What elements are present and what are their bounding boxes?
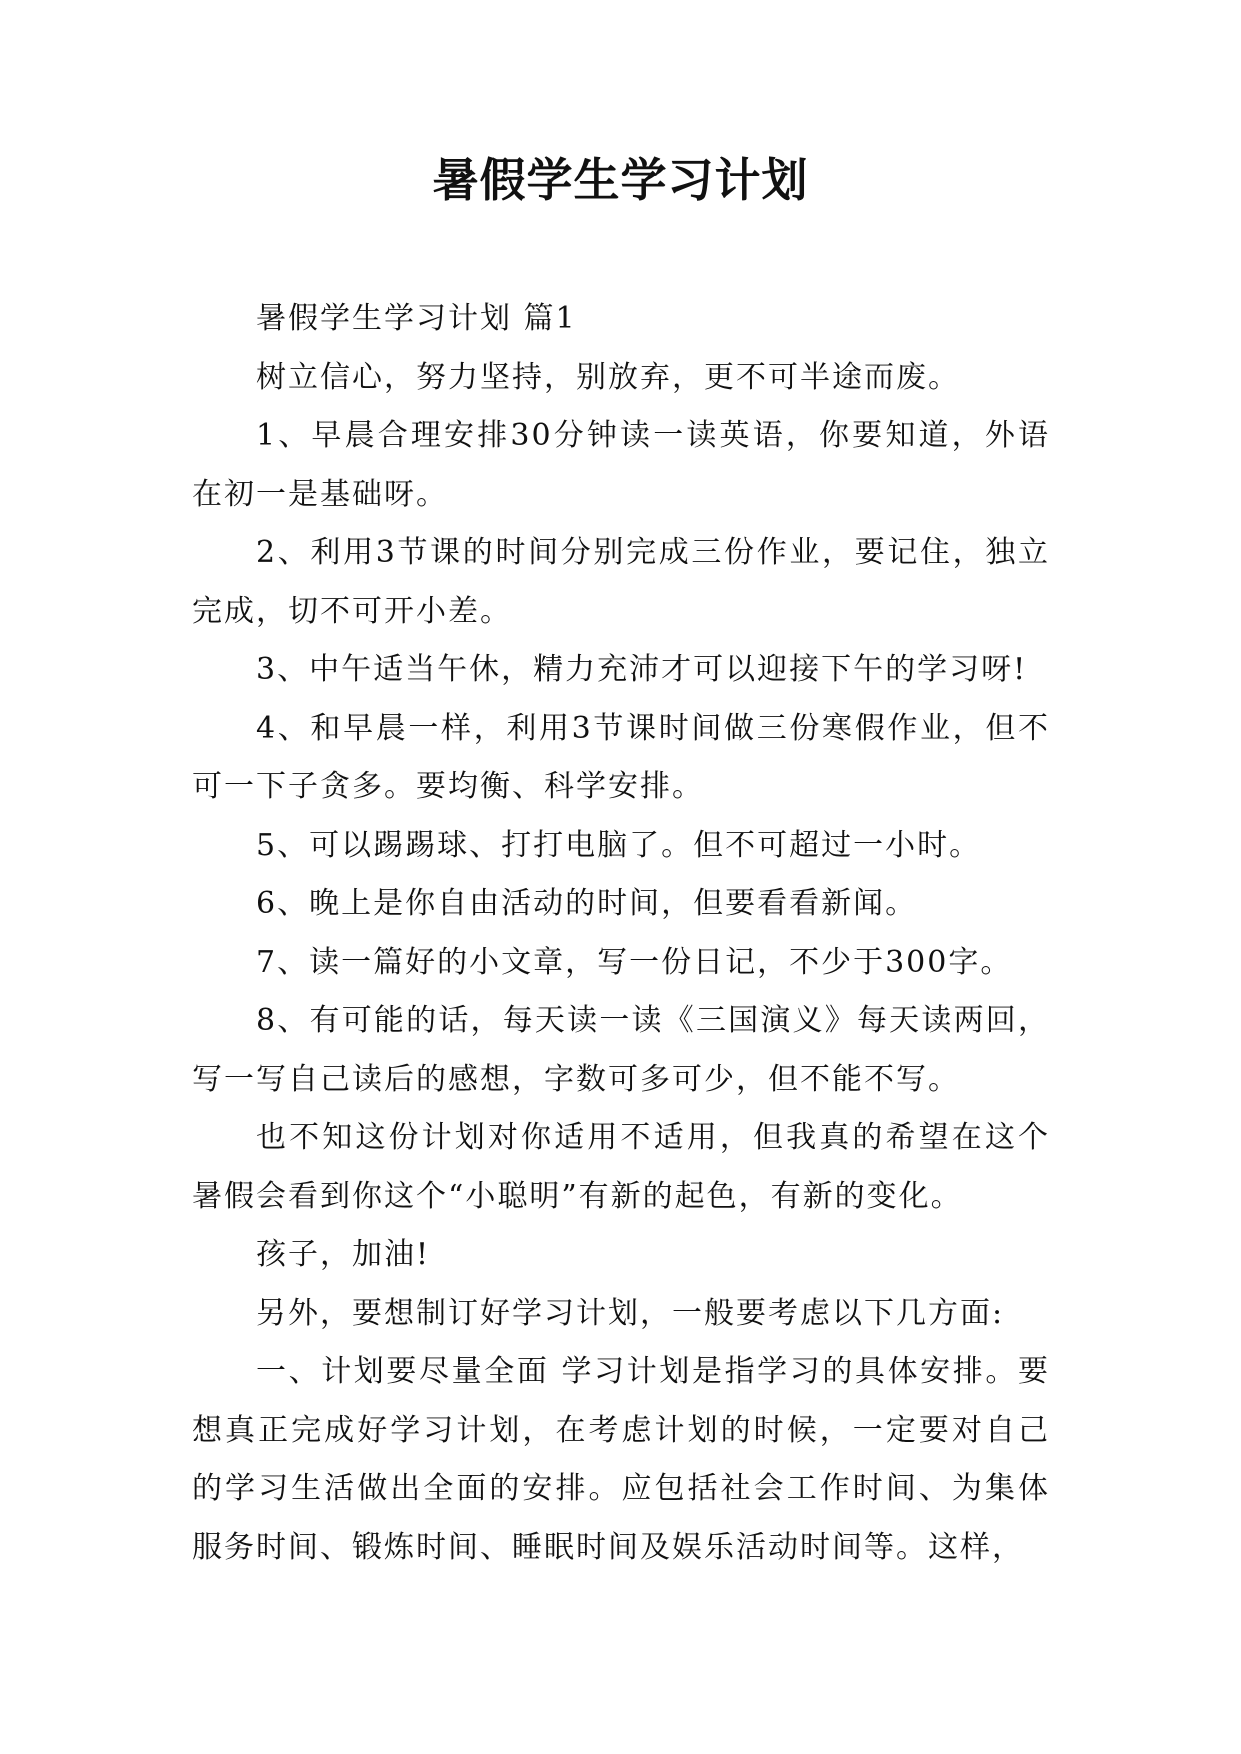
list-item: 4、和早晨一样，利用3节课时间做三份寒假作业，但不可一下子贪多。要均衡、科学安排。 [192, 710, 1050, 804]
paragraph: 孩子，加油! [256, 1237, 431, 1272]
list-item: 3、中午适当午休，精力充沛才可以迎接下午的学习呀! [256, 652, 1028, 687]
paragraph: 树立信心，努力坚持，别放弃，更不可半途而废。 [256, 359, 960, 395]
list-item: 2、利用3节课的时间分别完成三份作业，要记住，独立完成，切不可开小差。 [192, 535, 1050, 629]
list-item: 6、晚上是你自由活动的时间，但要看看新闻。 [256, 886, 918, 921]
section-heading: 暑假学生学习计划 篇1 [256, 301, 577, 336]
list-item: 5、可以踢踢球、打打电脑了。但不可超过一小时。 [256, 827, 982, 863]
list-item: 8、有可能的话，每天读一读《三国演义》每天读两回，写一写自己读后的感想，字数可多可少，但不能不写。 [192, 1003, 1050, 1097]
list-item: 7、读一篇好的小文章，写一份日记，不少于300字。 [256, 944, 1013, 980]
paragraph: 一、计划要尽量全面 学习计划是指学习的具体安排。要想真正完成好学习计划，在考虑计划的时候，一定要对自己的学习生活做出全面的安排。应包括社会工作时间、为集体服务时间、锻炼时间、睡眠时间及娱乐活动时间等。这样， [192, 1354, 1050, 1565]
paragraph: 另外，要想制订好学习计划，一般要考虑以下几方面: [256, 1295, 1005, 1331]
paragraph: 也不知这份计划对你适用不适用，但我真的希望在这个暑假会看到你这个“小聪明”有新的起色，有新的变化。 [192, 1120, 1050, 1214]
list-item: 1、早晨合理安排30分钟读一读英语，你要知道，外语在初一是基础呀。 [192, 418, 1050, 512]
document-body [192, 290, 1050, 1577]
document-title: 暑假学生学习计划 [432, 153, 809, 207]
